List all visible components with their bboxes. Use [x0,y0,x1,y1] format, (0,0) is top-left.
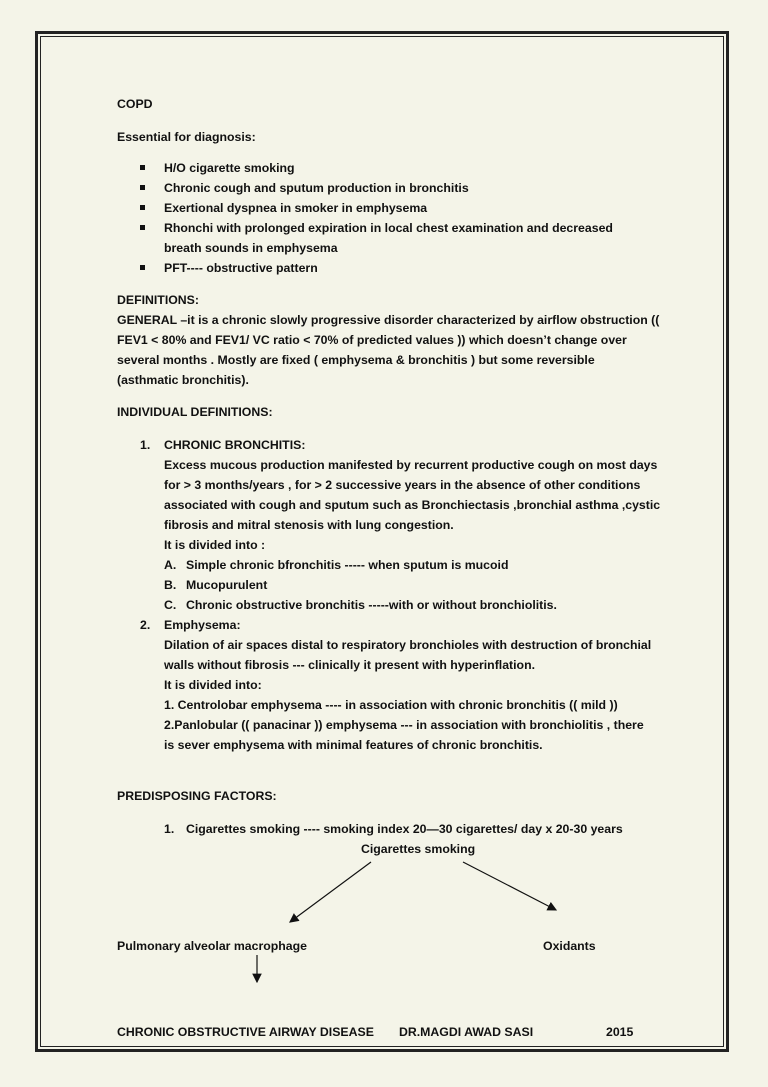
chronic-bronchitis-heading: CHRONIC BRONCHITIS: [164,438,306,452]
diagram-center-label: Cigarettes smoking [361,842,476,856]
emphysema-line: walls without fibrosis --- clinically it present with hyperinflation. [164,658,535,672]
bullet-item: Chronic cough and sputum production in bronchitis [164,181,469,195]
footer-author: DR.MAGDI AWAD SASI [399,1025,534,1039]
individual-heading: INDIVIDUAL DEFINITIONS: [117,405,273,419]
general-line: (asthmatic bronchitis). [117,373,249,387]
bullet-item: Exertional dyspnea in smoker in emphysema [164,201,428,215]
predisposing-item: Cigarettes smoking ---- smoking index 20—30 cigarettes/ day x 20-30 years [186,822,623,836]
list-number: 1. [140,438,151,452]
list-number: 1. [164,822,175,836]
footer-title: CHRONIC OBSTRUCTIVE AIRWAY DISEASE [117,1025,374,1039]
general-line: FEV1 < 80% and FEV1/ VC ratio < 70% of predicted values )) which doesn’t change over [117,333,627,347]
general-line: GENERAL –it is a chronic slowly progressive disorder characterized by airflow obstruction (( [117,313,660,327]
list-number: 2. [140,618,151,632]
emphysema-line: 2.Panlobular (( panacinar )) emphysema --- in association with bronchiolitis , there [164,718,644,732]
cb-line: associated with cough and sputum such as Bronchiectasis ,bronchial asthma ,cystic [164,498,661,512]
cb-line: It is divided into : [164,538,266,552]
bullet-item: PFT---- obstructive pattern [164,261,318,275]
arrow-left [290,862,371,922]
sub-item: Mucopurulent [186,578,268,592]
bullet-item: Rhonchi with prolonged expiration in local chest examination and decreased [164,221,613,235]
predisposing-heading: PREDISPOSING FACTORS: [117,789,277,803]
doc-title: COPD [117,97,153,111]
bullet-item-continuation: breath sounds in emphysema [164,241,338,255]
arrow-right [463,862,556,910]
sub-letter: C. [164,598,177,612]
emphysema-line: is sever emphysema with minimal features of chronic bronchitis. [164,738,543,752]
footer-year: 2015 [606,1025,634,1039]
sub-item: Simple chronic bfronchitis ----- when sputum is mucoid [186,558,509,572]
emphysema-line: It is divided into: [164,678,262,692]
diagram-right-label: Oxidants [543,939,596,953]
definitions-heading: DEFINITIONS: [117,293,199,307]
cb-line: Excess mucous production manifested by recurrent productive cough on most days [164,458,658,472]
bullet-item: H/O cigarette smoking [164,161,295,175]
emphysema-heading: Emphysema: [164,618,241,632]
cb-line: fibrosis and mitral stenosis with lung congestion. [164,518,454,532]
general-line: several months . Mostly are fixed ( emphysema & bronchitis ) but some reversible [117,353,595,367]
emphysema-line: 1. Centrolobar emphysema ---- in association with chronic bronchitis (( mild )) [164,698,618,712]
diagram-left-label: Pulmonary alveolar macrophage [117,939,307,953]
cb-line: for > 3 months/years , for > 2 successive years in the absence of other conditions [164,478,641,492]
essential-heading: Essential for diagnosis: [117,130,256,144]
emphysema-line: Dilation of air spaces distal to respiratory bronchioles with destruction of bronchial [164,638,652,652]
sub-item: Chronic obstructive bronchitis -----with or without bronchiolitis. [186,598,557,612]
sub-letter: A. [164,558,177,572]
sub-letter: B. [164,578,177,592]
